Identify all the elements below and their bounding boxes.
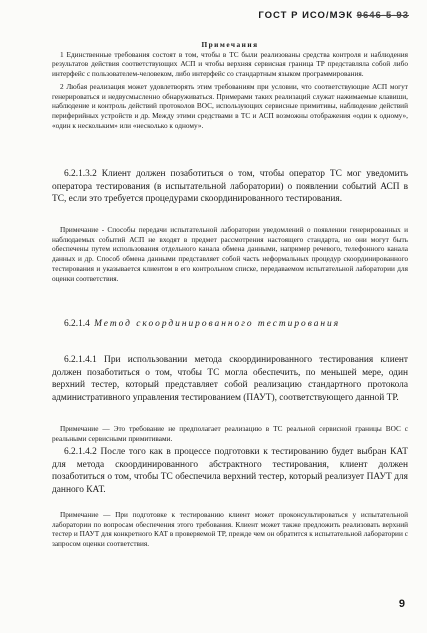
note-block-3 (52, 424, 408, 443)
paragraph-6-2-1-4-1 (52, 354, 408, 404)
standard-prefix: ГОСТ Р ИСО/МЭК (258, 10, 354, 21)
note-text: Примечание — При подготовке к тестированию клиент может проконсультироваться у испытательной лаборатории по вопросам обеспечения этого требования. Клиент может также предложить реализовать верхний тестер и ПАУТ для конкретного КАТ в проверяемой ТР, прежде чем он обратится к испытательной лаборатории с запросом оценки соответствия. (52, 510, 408, 549)
paragraph-text: 6.2.1.3.2 Клиент должен позаботиться о том, чтобы оператор ТС мог уведомить оператора тестирования (в испытательной лаборатории) о появлении событий АСП в ТС, если это требуется процедурами скоординированного тестирования. (52, 169, 408, 204)
section-heading-6-2-1-4 (52, 318, 408, 331)
paragraph-text: 6.2.1.4.1 При использовании метода скоординированного тестирования клиент должен позаботиться о том, чтобы ТС могла обеспечить, по меньшей мере, один верхний тестер, который представляет собой реализацию стандартного протокола административного управления тестированием (ПАУТ), соответствующего данной ТР. (52, 355, 408, 403)
note-paragraph-2: 2 Любая реализация может удовлетворять этим требованиям при условии, что соответствующие АСП могут генерироваться и недвусмысленно обнаруживаться. Примерами таких реализаций служат нажимаемые клавиши, наблюдение и контроль действий протоколов ВОС, использующих сервисные примитивы, наблюдение действий периферийных устройств и др. Между этими средствами в ТС и АСП возможны отображения «один к одному», «один к нескольким» или «несколько к одному». (52, 81, 408, 130)
paragraph-text: 6.2.1.4.2 После того как в процессе подготовки к тестированию будет выбран КАТ для метода скоординированного абстрактного тестирования, клиент должен позаботиться о том, чтобы ТС обеспечила верхний тестер, который реализует ПАУТ для данного КАТ. (52, 447, 408, 495)
note-text: Примечание — Это требование не предполагает реализацию в ТС реальной сервисной границы ВОС с реальными сервисными примитивами. (52, 424, 408, 443)
notes-title: Примечания (201, 40, 259, 49)
note-block-2 (52, 225, 408, 283)
note-paragraph-1: 1 Единственные требования состоят в том, чтобы в ТС были реализованы средства контроля и наблюдения результатов действия соответствующих АСП и чтобы верхняя сервисная граница ТР представляла собой либо интерфейс с пользователем-человеком, либо интерфейс со стандартным языком программирования. (52, 49, 408, 79)
section-title: Метод скоординированного тестирования (94, 319, 341, 329)
paragraph-6-2-1-3-2 (52, 168, 408, 206)
page-header (258, 10, 409, 21)
section-number: 6.2.1.4 (64, 319, 90, 329)
page-number: 9 (398, 598, 405, 610)
note-text: Примечание - Способы передачи испытательной лаборатории уведомлений о появлении генерированных и наблюдаемых событий АСП не входят в предмет рассмотрения настоящего стандарта, но они могут быть обеспечены путем использования отдельного канала обмена данными, например речевого, телефонного канала данных и др. Способ обмена данными представляет собой часть неформальных процедур скоординированного тестирования и указывается клиентом в его контрольном списке, передаваемом испытательной лаборатории для оценки соответствия. (52, 225, 408, 283)
standard-number: 9646-5-93 (356, 10, 409, 21)
notes-block-1 (52, 40, 408, 130)
paragraph-6-2-1-4-2 (52, 446, 408, 496)
note-block-4 (52, 510, 408, 549)
